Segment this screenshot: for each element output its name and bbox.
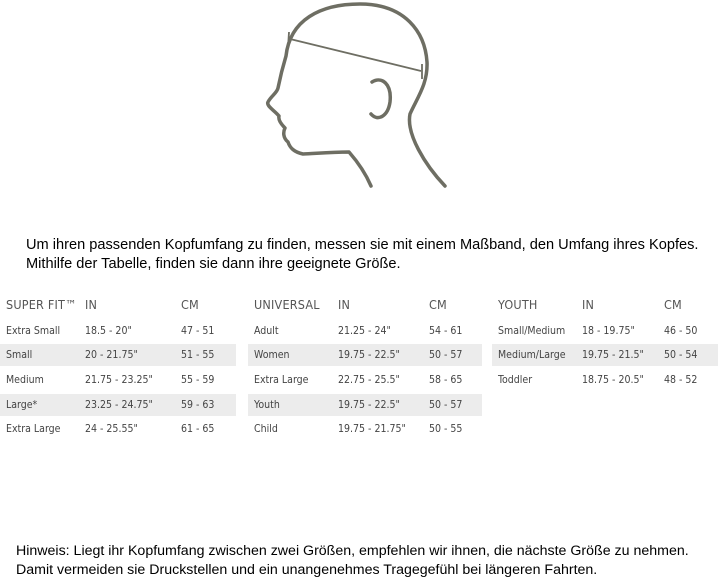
- size-name: Extra Large: [6, 423, 61, 436]
- size-cm: 46 - 50: [664, 324, 698, 337]
- header-category: SUPER FIT™: [6, 297, 77, 312]
- header-centimeters: CM: [181, 297, 199, 312]
- size-inches: 19.75 - 22.5": [338, 349, 400, 362]
- table-row: [492, 369, 718, 391]
- table-row: [248, 344, 482, 366]
- size-inches: 22.75 - 25.5": [338, 374, 400, 387]
- table-header: [492, 292, 718, 317]
- hint-line-1: Hinweis: Liegt ihr Kopfumfang zwischen zwei Größen, empfehlen wir ihnen, die nächste Größe zu nehmen.: [16, 543, 689, 559]
- size-name: Medium/Large: [498, 349, 566, 362]
- measuring-tape-tick-left: [288, 32, 289, 48]
- header-category: YOUTH: [498, 297, 538, 312]
- size-inches: 23.25 - 24.75": [85, 398, 153, 411]
- size-cm: 50 - 57: [429, 398, 463, 411]
- header-category: UNIVERSAL: [254, 297, 320, 312]
- table-row: [0, 418, 236, 440]
- table-header: [248, 292, 482, 317]
- size-cm: 50 - 55: [429, 423, 463, 436]
- size-name: Child: [254, 423, 278, 436]
- instructions-text: [26, 236, 716, 274]
- size-name: Medium: [6, 374, 44, 387]
- size-inches: 19.75 - 21.75": [338, 423, 406, 436]
- size-name: Women: [254, 349, 290, 362]
- size-name: Extra Small: [6, 324, 61, 337]
- size-inches: 21.25 - 24": [338, 324, 391, 337]
- size-name: Adult: [254, 324, 279, 337]
- table-row: [0, 320, 236, 342]
- size-table-super-fit: [0, 292, 236, 440]
- header-centimeters: CM: [664, 297, 682, 312]
- size-inches: 18.75 - 20.5": [582, 374, 644, 387]
- table-row: [492, 320, 718, 342]
- size-name: Large*: [6, 398, 38, 411]
- hint-line-2: Damit vermeiden sie Druckstellen und ein unangenehmes Tragegefühl bei längeren Fahrten.: [16, 562, 598, 578]
- table-row: [0, 369, 236, 391]
- size-inches: 21.75 - 23.25": [85, 374, 153, 387]
- size-name: Extra Large: [254, 374, 309, 387]
- size-inches: 20 - 21.75": [85, 349, 138, 362]
- instructions-line-1: Um ihren passenden Kopfumfang zu finden, messen sie mit einem Maßband, den Umfang ihres Kopfes.: [26, 237, 699, 253]
- table-row: [0, 394, 236, 416]
- size-cm: 50 - 57: [429, 349, 463, 362]
- table-row: [248, 369, 482, 391]
- table-row: [0, 344, 236, 366]
- header-inches: IN: [85, 297, 98, 312]
- size-cm: 54 - 61: [429, 324, 463, 337]
- size-table-youth: [492, 292, 718, 391]
- size-cm: 55 - 59: [181, 374, 215, 387]
- size-name: Toddler: [498, 374, 533, 387]
- size-inches: 24 - 25.55": [85, 423, 138, 436]
- measuring-tape-line: [290, 39, 421, 71]
- table-row: [492, 344, 718, 366]
- size-cm: 51 - 55: [181, 349, 215, 362]
- size-cm: 58 - 65: [429, 374, 463, 387]
- table-row: [248, 320, 482, 342]
- header-inches: IN: [338, 297, 351, 312]
- size-name: Small/Medium: [498, 324, 566, 337]
- size-inches: 18.5 - 20": [85, 324, 132, 337]
- size-cm: 47 - 51: [181, 324, 215, 337]
- head-profile-outline: [268, 4, 445, 186]
- size-inches: 18 - 19.75": [582, 324, 635, 337]
- size-name: Youth: [254, 398, 280, 411]
- size-cm: 61 - 65: [181, 423, 215, 436]
- header-centimeters: CM: [429, 297, 447, 312]
- size-table-universal: [248, 292, 482, 440]
- size-name: Small: [6, 349, 33, 362]
- ear-outline: [371, 80, 390, 118]
- hint-text: [16, 542, 716, 580]
- head-measurement-illustration: [255, 0, 455, 192]
- size-inches: 19.75 - 22.5": [338, 398, 400, 411]
- instructions-line-2: Mithilfe der Tabelle, finden sie dann ihre geeignete Größe.: [26, 256, 401, 272]
- size-cm: 48 - 52: [664, 374, 698, 387]
- table-row: [248, 394, 482, 416]
- size-cm: 59 - 63: [181, 398, 215, 411]
- table-row: [248, 418, 482, 440]
- size-cm: 50 - 54: [664, 349, 698, 362]
- table-header: [0, 292, 236, 317]
- size-inches: 19.75 - 21.5": [582, 349, 644, 362]
- header-inches: IN: [582, 297, 595, 312]
